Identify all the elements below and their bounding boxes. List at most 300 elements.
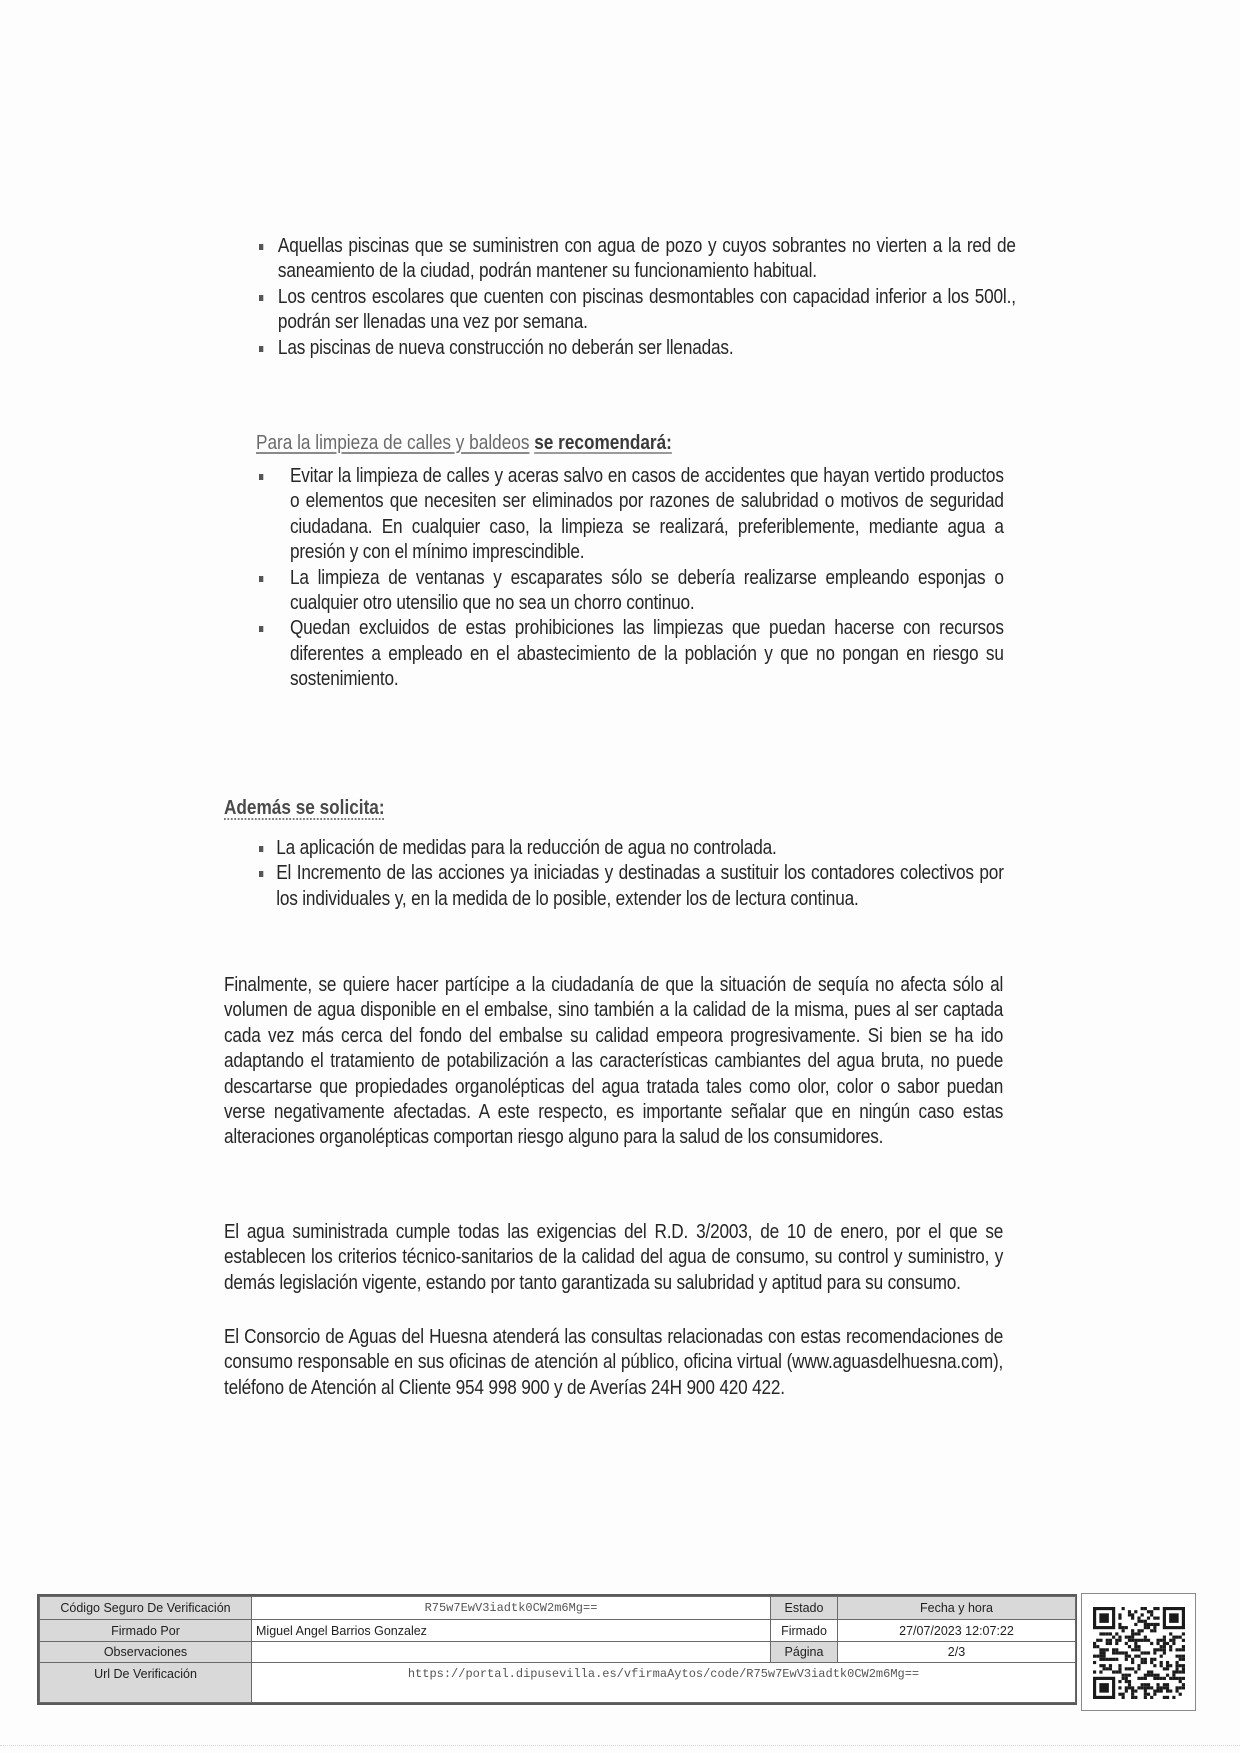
qr-module: [1175, 1686, 1178, 1689]
qr-module: [1096, 1639, 1099, 1642]
qr-module: [1144, 1636, 1147, 1639]
qr-module: [1179, 1664, 1182, 1667]
qr-module: [1093, 1670, 1096, 1673]
qr-module: [1147, 1623, 1150, 1626]
list-item: [259, 336, 1016, 361]
qr-module: [1099, 1658, 1102, 1661]
qr-module: [1169, 1632, 1172, 1635]
qr-module: [1115, 1648, 1118, 1651]
qr-module: [1179, 1680, 1182, 1683]
qr-module: [1153, 1664, 1156, 1667]
qr-module: [1160, 1661, 1163, 1664]
qr-module: [1137, 1620, 1140, 1623]
qr-module: [1122, 1677, 1125, 1680]
qr-module: [1160, 1677, 1163, 1680]
qr-module: [1112, 1648, 1115, 1651]
qr-module: [1096, 1655, 1099, 1658]
qr-module: [1137, 1639, 1140, 1642]
qr-module: [1141, 1620, 1144, 1623]
qr-module: [1131, 1696, 1134, 1699]
qr-module: [1147, 1686, 1150, 1689]
qr-module: [1134, 1610, 1137, 1613]
qr-module: [1131, 1667, 1134, 1670]
qr-module: [1109, 1642, 1112, 1645]
qr-module: [1147, 1674, 1150, 1677]
qr-module: [1118, 1617, 1121, 1620]
qr-module: [1137, 1632, 1140, 1635]
qr-module: [1163, 1639, 1166, 1642]
qr-module: [1122, 1651, 1125, 1654]
qr-module: [1147, 1626, 1150, 1629]
qr-module: [1099, 1670, 1102, 1673]
qr-module: [1137, 1655, 1140, 1658]
qr-module: [1150, 1686, 1153, 1689]
qr-module: [1144, 1689, 1147, 1692]
qr-module: [1175, 1677, 1178, 1680]
signed-by-value: Miguel Angel Barrios Gonzalez: [252, 1620, 771, 1642]
list-item: [259, 234, 1016, 285]
list-item-text: La limpieza de ventanas y escaparates sólo se debería realizarse empleando esponjas o cualquier otro utensilio que no sea un chorro continuo.: [289, 566, 1004, 615]
qr-module: [1147, 1683, 1150, 1686]
qr-module: [1131, 1693, 1134, 1696]
qr-module: [1160, 1645, 1163, 1648]
bullet-icon: [259, 474, 263, 480]
qr-module: [1099, 1613, 1109, 1623]
qr-module: [1112, 1670, 1115, 1673]
qr-module: [1169, 1664, 1172, 1667]
qr-module: [1137, 1648, 1140, 1651]
qr-module: [1182, 1655, 1185, 1658]
qr-module: [1147, 1693, 1150, 1696]
qr-module: [1131, 1636, 1134, 1639]
qr-module: [1137, 1617, 1140, 1620]
qr-module: [1134, 1632, 1137, 1635]
qr-module: [1118, 1670, 1121, 1673]
qr-module: [1144, 1623, 1147, 1626]
qr-module: [1172, 1674, 1175, 1677]
qr-module: [1125, 1667, 1128, 1670]
qr-module: [1137, 1629, 1140, 1632]
qr-module: [1144, 1683, 1147, 1686]
qr-module: [1163, 1696, 1166, 1699]
qr-module: [1118, 1651, 1121, 1654]
qr-module: [1128, 1610, 1131, 1613]
qr-module: [1153, 1693, 1156, 1696]
qr-module: [1109, 1658, 1112, 1661]
qr-module: [1134, 1623, 1137, 1626]
qr-module: [1166, 1689, 1169, 1692]
qr-module: [1125, 1636, 1128, 1639]
qr-module: [1175, 1670, 1178, 1673]
qr-module: [1156, 1674, 1159, 1677]
qr-module: [1134, 1689, 1137, 1692]
paragraph-finalmente: Finalmente, se quiere hacer partícipe a la ciudadanía de que la situación de sequía no afecta sólo al volumen de agua disponible en el embalse, sino también a la calidad de la misma, pues al ser captada cada vez más cerca del fondo del embalse su calidad empeora progresivamente. Si bien se ha ido adaptando el tratamiento de potabilización a las características cambiantes del agua bruta, no puede descartarse que propiedades organolépticas del agua tratada tales como olor, color o sabor puedan verse negativamente afectadas. A este respecto, es importante señalar que en ningún caso estas alteraciones organolépticas comportan riesgo alguno para la salud de los consumidores.: [224, 974, 1004, 1149]
qr-module: [1103, 1648, 1106, 1651]
qr-module: [1166, 1667, 1169, 1670]
cleaning-list: [259, 464, 1004, 693]
qr-module: [1166, 1661, 1169, 1664]
qr-module: [1150, 1613, 1153, 1616]
qr-module: [1128, 1680, 1131, 1683]
qr-module: [1137, 1677, 1140, 1680]
qr-module: [1182, 1632, 1185, 1635]
qr-module: [1112, 1636, 1115, 1639]
qr-module: [1182, 1683, 1185, 1686]
signed-by-label: Firmado Por: [40, 1620, 252, 1642]
qr-module: [1163, 1683, 1166, 1686]
qr-module: [1147, 1610, 1150, 1613]
paragraph-legislation: El agua suministrada cumple todas las exigencias del R.D. 3/2003, de 10 de enero, por el que se establecen los criterios técnico-sanitarios de la calidad del agua de consumo, su control y suministro, y demás legislación vigente, estando por tanto garantizada su salubridad y aptitud para su consumo.: [224, 1221, 1004, 1294]
qr-module: [1141, 1639, 1144, 1642]
qr-module: [1150, 1661, 1153, 1664]
qr-module: [1153, 1623, 1156, 1626]
qr-module: [1144, 1620, 1147, 1623]
qr-module: [1099, 1664, 1102, 1667]
qr-module: [1172, 1696, 1175, 1699]
bullet-icon: [259, 626, 263, 632]
list-item-text: Los centros escolares que cuenten con piscinas desmontables con capacidad inferior a los 500l., podrán ser llenadas una vez por semana.: [277, 285, 1016, 334]
qr-module: [1103, 1664, 1106, 1667]
qr-module: [1172, 1670, 1175, 1673]
qr-module: [1166, 1686, 1169, 1689]
qr-module: [1106, 1632, 1109, 1635]
qr-module: [1128, 1686, 1131, 1689]
qr-module: [1179, 1658, 1182, 1661]
qr-module: [1099, 1683, 1109, 1693]
qr-module: [1166, 1674, 1169, 1677]
qr-module: [1118, 1639, 1121, 1642]
qr-module: [1153, 1651, 1156, 1654]
qr-module: [1131, 1639, 1134, 1642]
qr-module: [1169, 1613, 1179, 1623]
qr-module: [1134, 1648, 1137, 1651]
qr-module: [1144, 1661, 1147, 1664]
qr-module: [1182, 1664, 1185, 1667]
qr-module: [1182, 1639, 1185, 1642]
qr-module: [1122, 1626, 1125, 1629]
qr-module: [1109, 1639, 1112, 1642]
qr-module: [1093, 1645, 1096, 1648]
qr-module: [1125, 1658, 1128, 1661]
qr-module: [1160, 1689, 1163, 1692]
qr-module: [1106, 1667, 1109, 1670]
bullet-icon: [259, 576, 263, 582]
qr-module: [1160, 1686, 1163, 1689]
list-item: [259, 616, 1004, 692]
qr-module: [1103, 1667, 1106, 1670]
qr-module: [1182, 1677, 1185, 1680]
qr-module: [1099, 1651, 1102, 1654]
qr-module: [1106, 1648, 1109, 1651]
code-label: Código Seguro De Verificación: [40, 1597, 252, 1620]
table-row: [40, 1642, 1076, 1663]
url-value[interactable]: https://portal.dipusevilla.es/vfirmaAytos/code/R75w7EwV3iadtk0CW2m6Mg==: [252, 1663, 1076, 1703]
qr-module: [1169, 1639, 1172, 1642]
datetime-label: Fecha y hora: [838, 1597, 1076, 1620]
qr-module: [1144, 1607, 1147, 1610]
qr-module: [1115, 1670, 1118, 1673]
qr-module: [1118, 1664, 1121, 1667]
qr-module: [1153, 1629, 1156, 1632]
url-label: Url De Verificación: [40, 1663, 252, 1703]
qr-module: [1137, 1664, 1140, 1667]
qr-module: [1103, 1651, 1106, 1654]
table-row: [40, 1620, 1076, 1642]
qr-module: [1134, 1642, 1137, 1645]
qr-module: [1131, 1629, 1134, 1632]
qr-module: [1166, 1642, 1169, 1645]
qr-module: [1131, 1686, 1134, 1689]
qr-module: [1163, 1648, 1166, 1651]
request-list: [259, 836, 1004, 912]
qr-module: [1118, 1686, 1121, 1689]
qr-module: [1182, 1686, 1185, 1689]
list-item: [259, 836, 1004, 861]
cleaning-heading-bold: se recomendará:: [534, 432, 672, 454]
list-item-text: Evitar la limpieza de calles y aceras salvo en casos de accidentes que hayan vertido productos o elementos que necesiten ser eliminados por razones de salubridad o motivos de seguridad ciudadana. En cualquier caso, la limpieza se realizará, preferiblemente, mediante agua a presión y con el mínimo imprescindible.: [289, 465, 1004, 564]
qr-module: [1156, 1607, 1159, 1610]
qr-module: [1128, 1636, 1131, 1639]
qr-module: [1093, 1655, 1096, 1658]
qr-module: [1144, 1626, 1147, 1629]
qr-module: [1169, 1677, 1172, 1680]
list-item: [259, 464, 1004, 566]
qr-module: [1141, 1651, 1144, 1654]
qr-module: [1131, 1648, 1134, 1651]
qr-module: [1134, 1645, 1137, 1648]
qr-module: [1122, 1629, 1125, 1632]
qr-module: [1163, 1677, 1166, 1680]
qr-module: [1118, 1680, 1121, 1683]
qr-module: [1150, 1642, 1153, 1645]
code-value: R75w7EwV3iadtk0CW2m6Mg==: [252, 1597, 771, 1620]
qr-module: [1131, 1658, 1134, 1661]
qr-module: [1144, 1696, 1147, 1699]
qr-module: [1125, 1626, 1128, 1629]
qr-module: [1109, 1632, 1112, 1635]
qr-module: [1131, 1689, 1134, 1692]
qr-module: [1156, 1623, 1159, 1626]
qr-module: [1099, 1639, 1102, 1642]
qr-module: [1179, 1686, 1182, 1689]
qr-module: [1147, 1651, 1150, 1654]
qr-module: [1125, 1674, 1128, 1677]
table-row: [40, 1597, 1076, 1620]
qr-module: [1141, 1683, 1144, 1686]
qr-module: [1153, 1617, 1156, 1620]
qr-module: [1175, 1689, 1178, 1692]
qr-module: [1147, 1617, 1150, 1620]
qr-module: [1125, 1689, 1128, 1692]
qr-module: [1182, 1670, 1185, 1673]
qr-module: [1099, 1648, 1102, 1651]
qr-module: [1115, 1632, 1118, 1635]
observations-label: Observaciones: [40, 1642, 252, 1663]
qr-module: [1128, 1674, 1131, 1677]
qr-module: [1153, 1689, 1156, 1692]
qr-module: [1137, 1667, 1140, 1670]
qr-module: [1144, 1674, 1147, 1677]
page-label: Página: [771, 1642, 838, 1663]
qr-module: [1115, 1639, 1118, 1642]
qr-module: [1118, 1667, 1121, 1670]
qr-module: [1153, 1658, 1156, 1661]
qr-module: [1175, 1648, 1178, 1651]
qr-module: [1166, 1664, 1169, 1667]
qr-module: [1179, 1670, 1182, 1673]
qr-module: [1150, 1629, 1153, 1632]
qr-module: [1150, 1610, 1153, 1613]
qr-module: [1134, 1696, 1137, 1699]
qr-module: [1093, 1642, 1096, 1645]
qr-module: [1179, 1693, 1182, 1696]
qr-module: [1131, 1617, 1134, 1620]
qr-module: [1169, 1645, 1172, 1648]
qr-module: [1099, 1632, 1102, 1635]
qr-module: [1182, 1645, 1185, 1648]
qr-module: [1175, 1664, 1178, 1667]
list-item-text: Las piscinas de nueva construcción no deberán ser llenadas.: [277, 336, 734, 359]
list-item: [259, 285, 1016, 336]
qr-module: [1175, 1667, 1178, 1670]
qr-module: [1153, 1626, 1156, 1629]
qr-module: [1144, 1693, 1147, 1696]
qr-module: [1160, 1655, 1163, 1658]
qr-module: [1125, 1655, 1128, 1658]
qr-module: [1172, 1677, 1175, 1680]
qr-module: [1182, 1667, 1185, 1670]
qr-module: [1150, 1670, 1153, 1673]
bullet-icon: [259, 244, 263, 250]
qr-module: [1163, 1667, 1166, 1670]
qr-module: [1144, 1686, 1147, 1689]
qr-module: [1106, 1639, 1109, 1642]
qr-module: [1179, 1677, 1182, 1680]
qr-module: [1150, 1696, 1153, 1699]
bullet-icon: [259, 346, 263, 352]
list-item: [259, 861, 1004, 912]
qr-module: [1166, 1683, 1169, 1686]
qr-module: [1175, 1636, 1178, 1639]
qr-module: [1141, 1613, 1144, 1616]
qr-module: [1141, 1686, 1144, 1689]
qr-module: [1144, 1639, 1147, 1642]
bullet-icon: [259, 846, 263, 852]
qr-module: [1125, 1651, 1128, 1654]
qr-module: [1141, 1677, 1144, 1680]
qr-module: [1118, 1693, 1121, 1696]
list-item-text: La aplicación de medidas para la reducción de agua no controlada.: [276, 837, 777, 859]
qr-module: [1147, 1670, 1150, 1673]
table-row: [40, 1663, 1076, 1703]
qr-module: [1141, 1629, 1144, 1632]
qr-module: [1150, 1674, 1153, 1677]
qr-module: [1153, 1674, 1156, 1677]
qr-module: [1118, 1626, 1121, 1629]
qr-module: [1115, 1651, 1118, 1654]
list-item-text: Aquellas piscinas que se suministren con agua de pozo y cuyos sobrantes no vierten a la red de saneamiento de la ciudad, podrán mantener su funcionamiento habitual.: [277, 235, 1016, 283]
qr-module: [1172, 1639, 1175, 1642]
qr-module: [1134, 1670, 1137, 1673]
qr-module: [1106, 1658, 1109, 1661]
page-edge-noise: [0, 1745, 1240, 1747]
qr-module: [1109, 1664, 1112, 1667]
qr-module: [1153, 1648, 1156, 1651]
qr-module: [1112, 1658, 1115, 1661]
qr-module: [1179, 1648, 1182, 1651]
status-value: Firmado: [771, 1620, 838, 1642]
qr-module: [1115, 1658, 1118, 1661]
status-label: Estado: [771, 1597, 838, 1620]
qr-module: [1156, 1683, 1159, 1686]
list-item-text: Quedan excluidos de estas prohibiciones las limpiezas que puedan hacerse con recursos diferentes a empleado en el abastecimiento de la población y que no pongan en riesgo su sostenimiento.: [289, 617, 1004, 691]
datetime-value: 27/07/2023 12:07:22: [838, 1620, 1076, 1642]
qr-module: [1103, 1632, 1106, 1635]
qr-module: [1122, 1674, 1125, 1677]
qr-module: [1153, 1607, 1156, 1610]
qr-module: [1156, 1689, 1159, 1692]
paragraph-contact: El Consorcio de Aguas del Huesna atenderá las consultas relacionadas con estas recomendaciones de consumo responsable en sus oficinas de atención al público, oficina virtual (www.aguasdelhuesna.com), teléfono de Atención al Cliente 954 998 900 y de Averías 24H 900 420 422.: [224, 1326, 1004, 1399]
qr-module: [1163, 1651, 1166, 1654]
qr-module: [1141, 1658, 1144, 1661]
qr-module: [1103, 1655, 1106, 1658]
qr-module: [1175, 1661, 1178, 1664]
qr-module: [1179, 1636, 1182, 1639]
qr-module: [1150, 1623, 1153, 1626]
qr-module: [1141, 1661, 1144, 1664]
qr-module: [1166, 1696, 1169, 1699]
qr-module: [1131, 1613, 1134, 1616]
qr-module: [1128, 1667, 1131, 1670]
qr-module: [1118, 1636, 1121, 1639]
qr-module: [1096, 1645, 1099, 1648]
qr-module: [1122, 1696, 1125, 1699]
qr-module: [1128, 1645, 1131, 1648]
qr-module: [1112, 1651, 1115, 1654]
verification-table: [37, 1594, 1077, 1705]
qr-module: [1109, 1667, 1112, 1670]
qr-module: [1160, 1648, 1163, 1651]
pools-list: [259, 234, 1016, 361]
qr-module: [1169, 1689, 1172, 1692]
qr-module: [1134, 1639, 1137, 1642]
qr-module: [1147, 1639, 1150, 1642]
qr-module: [1118, 1613, 1121, 1616]
bullet-icon: [259, 295, 263, 301]
bullet-icon: [259, 871, 263, 877]
qr-code-icon: [1093, 1607, 1185, 1699]
qr-module: [1163, 1645, 1166, 1648]
qr-module: [1156, 1677, 1159, 1680]
qr-module: [1182, 1658, 1185, 1661]
qr-module: [1125, 1677, 1128, 1680]
qr-module: [1172, 1642, 1175, 1645]
request-heading: Además se solicita:: [224, 797, 385, 819]
qr-module: [1137, 1645, 1140, 1648]
qr-module: [1160, 1639, 1163, 1642]
qr-module: [1156, 1642, 1159, 1645]
qr-module: [1182, 1648, 1185, 1651]
qr-module: [1156, 1617, 1159, 1620]
qr-module: [1131, 1661, 1134, 1664]
qr-module: [1128, 1655, 1131, 1658]
qr-module: [1134, 1655, 1137, 1658]
qr-module: [1156, 1686, 1159, 1689]
cleaning-heading-underlined: Para la limpieza de calles y baldeos: [256, 432, 530, 454]
qr-module: [1118, 1623, 1121, 1626]
qr-module: [1169, 1648, 1172, 1651]
qr-module: [1141, 1607, 1144, 1610]
